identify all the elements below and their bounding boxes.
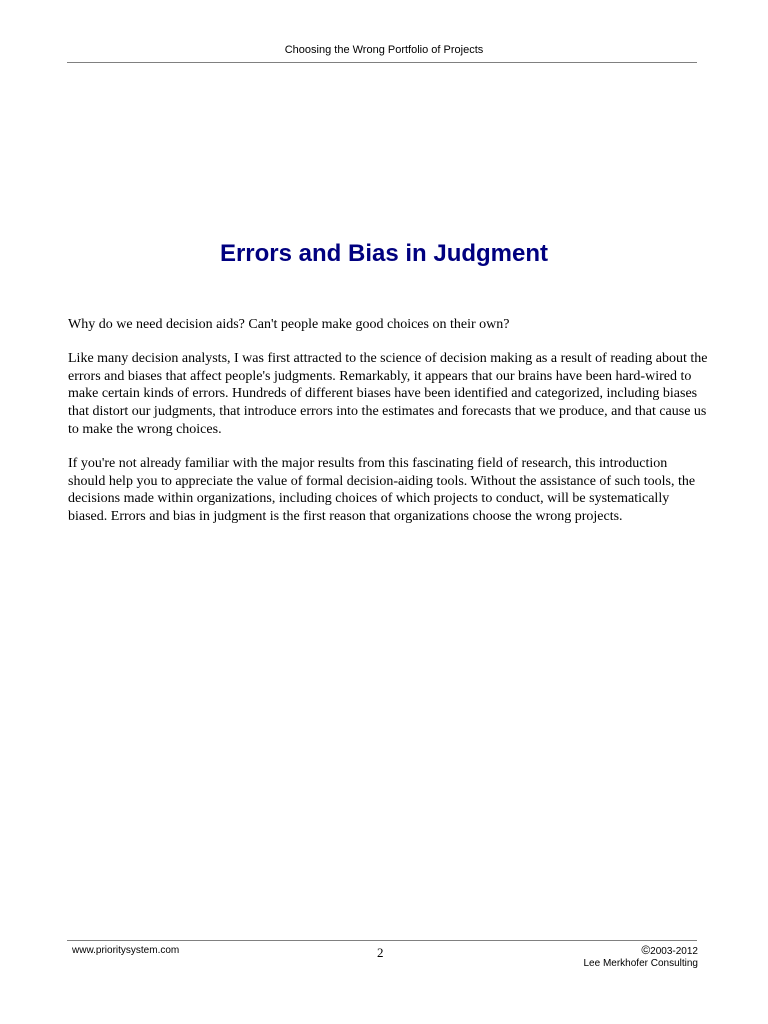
header-title: Choosing the Wrong Portfolio of Projects [284, 44, 484, 56]
footer-url: www.prioritysystem.com [72, 945, 180, 956]
page-number: 2 [377, 945, 384, 960]
copyright-line [583, 944, 698, 958]
footer-divider [67, 940, 697, 941]
page-title: Errors and Bias in Judgment [219, 240, 549, 267]
copyright-years: 2003-2012 [650, 946, 698, 957]
footer-copyright [583, 944, 698, 970]
paragraph-biases: Like many decision analysts, I was first attracted to the science of decision making as a result of reading about the errors and biases that affect people's judgments. Remarkably, it appears that our brains have been hard-wired to make certain kinds of errors. Hundreds of different biases have been identified and categorized, including biases that distort our judgments, that introduce errors into the estimates and forecasts that we produce, and that cause us to make the wrong choices. [68, 351, 708, 437]
copyright-icon: © [641, 943, 651, 957]
company-name: Lee Merkhofer Consulting [583, 958, 698, 969]
paragraph-introduction: If you're not already familiar with the major results from this fascinating field of research, this introduction should help you to appreciate the value of formal decision-aiding tools. Without the assistance of such tools, the decisions made within organizations, including choices of which projects to conduct, will be systematically biased. Errors and bias in judgment is the first reason that organizations choose the wrong projects. [68, 456, 696, 525]
paragraph-question: Why do we need decision aids? Can't people make good choices on their own? [68, 317, 510, 332]
header-divider [67, 62, 697, 63]
